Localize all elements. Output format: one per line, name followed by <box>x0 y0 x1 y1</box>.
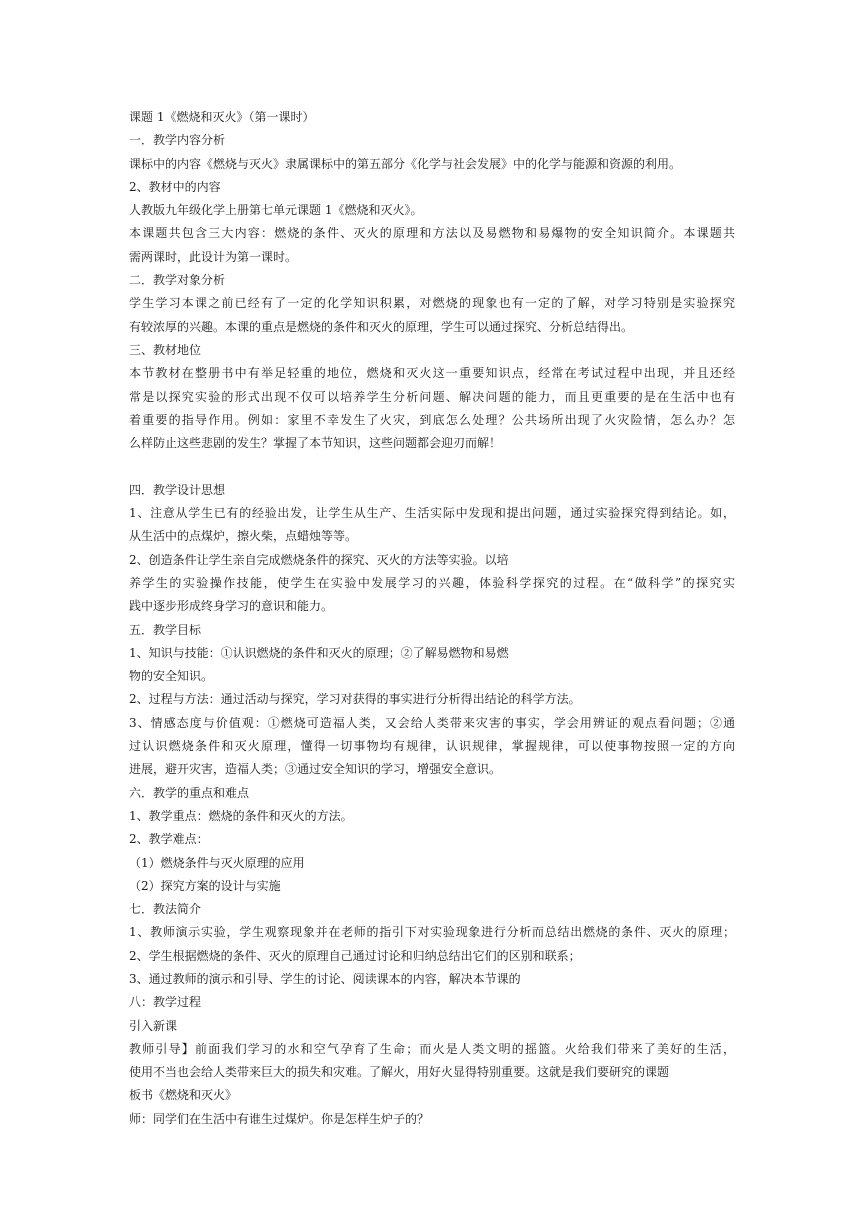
paragraph-line: 2、学生根据燃烧的条件、灭火的原理自己通过讨论和归纳总结出它们的区别和联系； <box>129 948 581 963</box>
paragraph-line: 物的安全知识。 <box>129 669 214 684</box>
paragraph-line: 1、注意从学生已有的经验出发，让学生从生产、生活实际中发现和提出问题，通过实验探究得到结论。如， <box>129 506 735 521</box>
paragraph-line: 2、教学难点： <box>129 832 209 847</box>
paragraph-line: 着重要的指导作用。例如：家里不幸发生了火灾，到底怎么处理？公共场所出现了火灾险情，怎么办？怎 <box>129 412 735 427</box>
paragraph-line: 教师引导】前面我们学习的水和空气孕育了生命；而火是人类文明的摇篮。火给我们带来了美好的生活， <box>129 1041 735 1056</box>
paragraph-line: 使用不当也会给人类带来巨大的损失和灾难。了解火，用好火显得特别重要。这就是我们要研究的课题 <box>129 1065 670 1080</box>
paragraph-line: 1、教学重点：燃烧的条件和灭火的方法。 <box>129 808 353 823</box>
paragraph-line: 从生活中的点煤炉，擦火柴，点蜡烛等等。 <box>129 529 358 544</box>
paragraph-line: 3、情感态度与价值观：①燃烧可造福人类，又会给人类带来灾害的事实，学会用辨证的观点看问题；②通 <box>129 715 735 730</box>
paragraph-line: 师：同学们在生活中有谁生过煤炉。你是怎样生炉子的？ <box>129 1111 430 1126</box>
paragraph-line: 需两课时，此设计为第一课时。 <box>129 249 298 264</box>
section-heading-content-analysis: 一．教学内容分析 <box>129 133 226 148</box>
paragraph-line: 过认识燃烧条件和灭火原理，懂得一切事物均有规律，认识规律，掌握规律，可以使事物按照一定的方向 <box>129 739 735 754</box>
paragraph-line: 养学生的实验操作技能，使学生在实验中发展学习的兴趣，体验科学探究的过程。在“做科学”的探究实 <box>129 575 735 590</box>
paragraph-line: 进展，避开灾害，造福人类；③通过安全知识的学习，增强安全意识。 <box>129 762 502 777</box>
paragraph-line: 1、教师演示实验，学生观察现象并在老师的指引下对实验现象进行分析而总结出燃烧的条件、灭火的原理； <box>129 925 735 940</box>
section-heading-key-points: 六．教学的重点和难点 <box>129 785 250 800</box>
paragraph-line: （1）燃烧条件与灭火原理的应用 <box>129 855 305 870</box>
paragraph-line: 有较浓厚的兴趣。本课的重点是燃烧的条件和灭火的原理，学生可以通过探究、分析总结得出。 <box>129 319 634 334</box>
paragraph-line: 3、通过教师的演示和引导、学生的讨论、阅读课本的内容，解决本节课的 <box>129 971 521 986</box>
subheading-introduction: 引入新课 <box>129 1018 178 1033</box>
paragraph-line: 2、创造条件让学生亲自完成燃烧条件的探究、灭火的方法等实验。以培 <box>129 552 509 567</box>
section-heading-design-thinking: 四．教学设计思想 <box>129 482 226 497</box>
section-heading-teaching-goals: 五．教学目标 <box>129 622 202 637</box>
paragraph-line: 么样防止这些悲剧的发生？掌握了本节知识，这些问题都会迎刃而解！ <box>129 436 502 451</box>
paragraph-line: 人教版九年级化学上册第七单元课题 1《燃烧和灭火》。 <box>129 203 423 218</box>
lesson-title: 课题 1《燃烧和灭火》（第一课时） <box>129 110 315 124</box>
paragraph-line: 板书《燃烧和灭火》 <box>129 1088 238 1103</box>
paragraph-line: 1、知识与技能：①认识燃烧的条件和灭火的原理；②了解易燃物和易燃 <box>129 645 509 660</box>
document-page <box>129 106 735 1131</box>
section-heading-textbook-status: 三、教材地位 <box>129 342 202 357</box>
blank-line <box>129 455 735 478</box>
section-heading-student-analysis: 二．教学对象分析 <box>129 273 226 288</box>
paragraph-line: 2、过程与方法：通过活动与探究，学习对获得的事实进行分析得出结论的科学方法。 <box>129 692 581 707</box>
paragraph-line: （2）探究方案的设计与实施 <box>129 878 281 893</box>
paragraph-line: 课标中的内容《燃烧与灭火》隶属课标中的第五部分《化学与社会发展》中的化学与能源和资源的利用。 <box>129 156 682 171</box>
paragraph-line: 学生学习本课之前已经有了一定的化学知识积累，对燃烧的现象也有一定的了解，对学习特别是实验探究 <box>129 296 735 311</box>
subheading-textbook-content: 2、教材中的内容 <box>129 179 221 194</box>
section-heading-teaching-methods: 七．教法简介 <box>129 902 202 917</box>
paragraph-line: 本课题共包含三大内容：燃烧的条件、灭火的原理和方法以及易燃物和易爆物的安全知识简介。本课题共 <box>129 226 735 241</box>
paragraph-line: 本节教材在整册书中有举足轻重的地位，燃烧和灭火这一重要知识点，经常在考试过程中出现，并且还经 <box>129 366 735 381</box>
paragraph-line: 常是以探究实验的形式出现不仅可以培养学生分析问题、解决问题的能力，而且更重要的是在生活中也有 <box>129 389 735 404</box>
paragraph-line: 践中逐步形成终身学习的意识和能力。 <box>129 599 334 614</box>
section-heading-teaching-process: 八：教学过程 <box>129 995 202 1010</box>
